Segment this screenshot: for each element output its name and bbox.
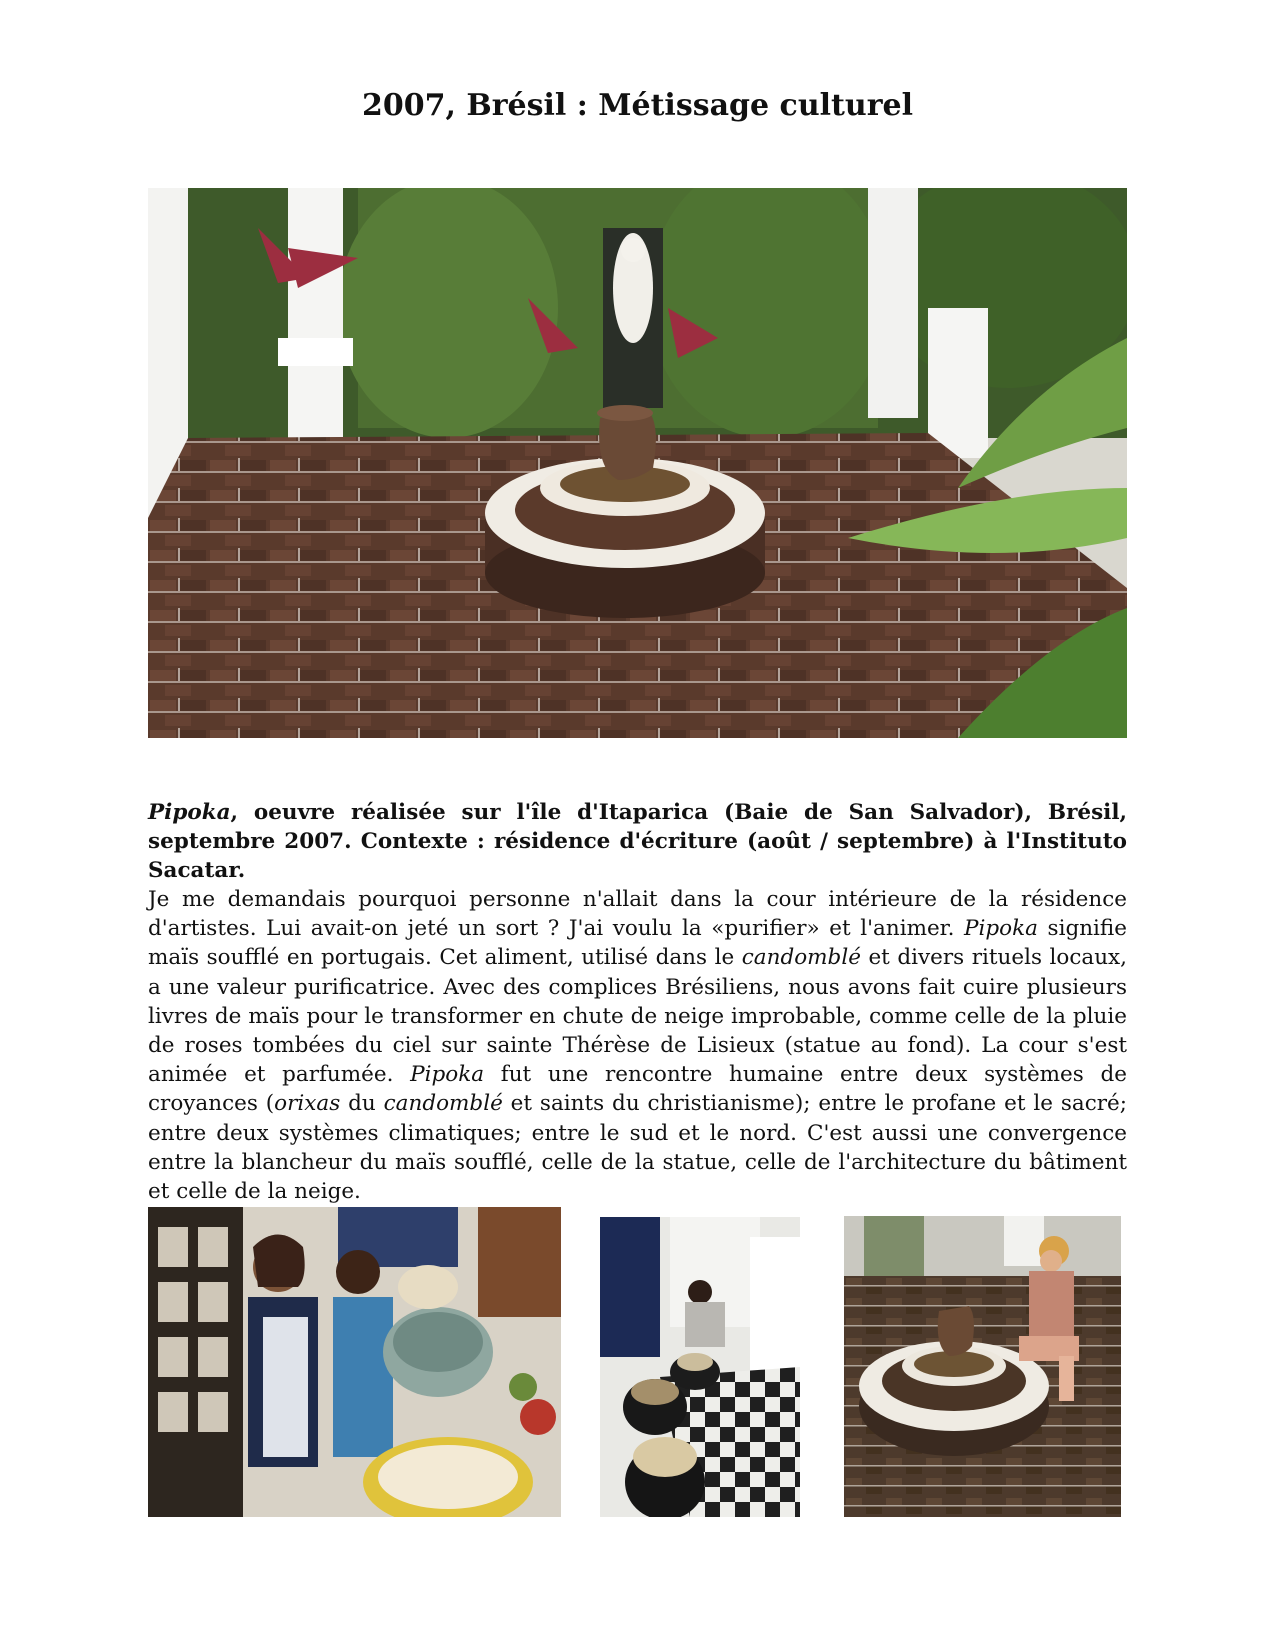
paragraph-text: signifie maïs soufflé en portugais. Cet aliment, utilisé dans le bbox=[148, 916, 1127, 971]
paragraph-text: et saints du christianisme); entre le profane et le sacré; entre deux systèmes climatiques; entre le sud et le nord. C'est aussi une convergence entre la blancheur du maïs soufflé, celle de la statue, celle de l'architecture du bâtiment et celle de la neige. bbox=[148, 1091, 1128, 1205]
artwork-title: Pipoka bbox=[148, 800, 231, 825]
paragraph-italic: Pipoka bbox=[964, 916, 1038, 942]
paragraph-text: fut une rencontre humaine entre deux systèmes de croyances ( bbox=[148, 1062, 1127, 1117]
corridor-popcorn-bags-photo bbox=[600, 1217, 800, 1517]
artwork-caption bbox=[148, 798, 1127, 885]
paragraph-italic: candomblé bbox=[741, 945, 861, 971]
paragraph-italic: Pipoka bbox=[410, 1062, 485, 1088]
paragraph-text: du bbox=[340, 1091, 384, 1117]
fountain-woman-photo bbox=[844, 1216, 1121, 1517]
paragraph-text: et divers rituels locaux, a une valeur purificatrice. Avec des complices Brésiliens, nous avons fait cuire plusieurs livres de maïs pour le transformer en chute de neige improbable, comme celle de la pluie de roses tombées du ciel sur sainte Thérèse de Lisieux (statue au fond). La cour s'est animée et parfumée. bbox=[148, 945, 1128, 1088]
paragraph-text: Je me demandais pourquoi personne n'allait dans la cour intérieure de la résidence d'artistes. Lui avait-on jeté un sort ? J'ai voulu la «purifier» et l'animer. bbox=[148, 887, 1127, 942]
courtyard-fountain-photo bbox=[148, 188, 1127, 738]
description-paragraph bbox=[148, 885, 1127, 1206]
caption-text: , oeuvre réalisée sur l'île d'Itaparica (Baie de San Salvador), Brésil, septembre 2007. Contexte : résidence d'écriture (août / septembre) à l'Instituto Sacatar. bbox=[148, 800, 1127, 883]
kitchen-popcorn-photo bbox=[148, 1207, 561, 1517]
paragraph-italic: orixas bbox=[274, 1091, 341, 1117]
page-title: 2007, Brésil : Métissage culturel bbox=[362, 88, 913, 123]
paragraph-italic: candomblé bbox=[383, 1091, 503, 1117]
